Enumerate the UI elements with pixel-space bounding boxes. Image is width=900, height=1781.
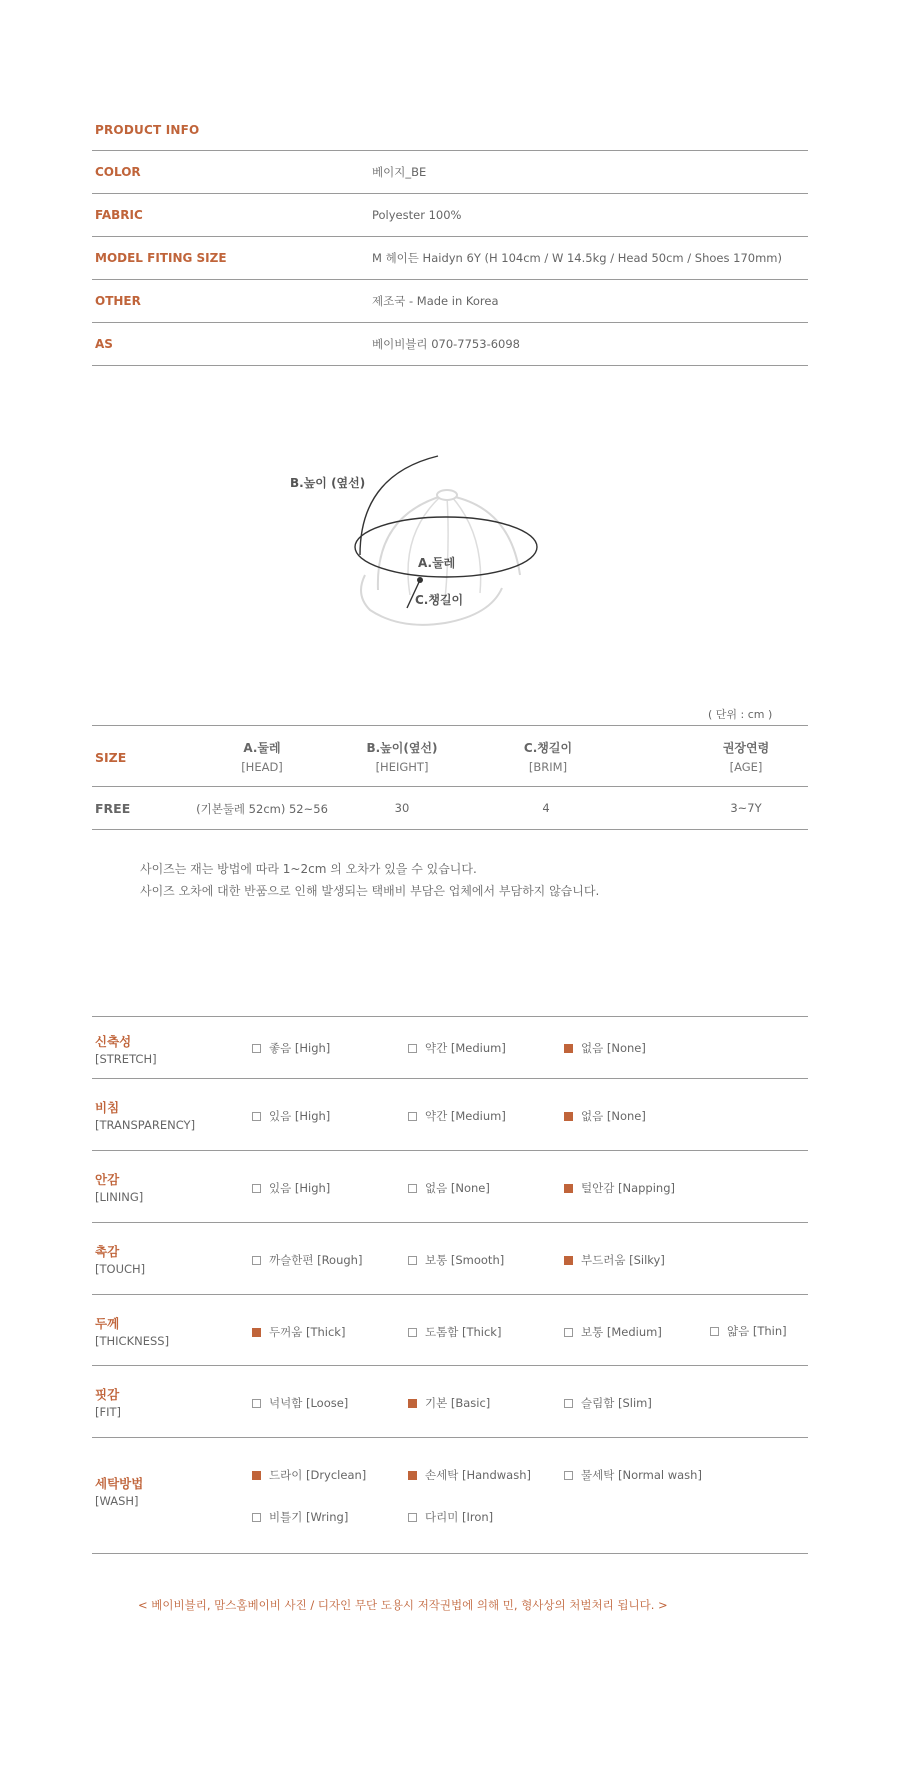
checkbox-icon (252, 1513, 261, 1522)
option-label: 다리미 [Iron] (425, 1510, 494, 1524)
size-row-free (92, 787, 808, 830)
property-label-ko: 안감 (95, 1172, 120, 1187)
property-label-en: [THICKNESS] (95, 1334, 170, 1348)
option-item (252, 1108, 330, 1124)
copyright-notice: < 베이비블리, 맘스홈베이비 사진 / 디자인 무단 도용시 저작권법에 의해 민, 형사상의 처벌처리 됩니다. > (138, 1598, 668, 1612)
checkbox-icon (564, 1471, 573, 1480)
option-label: 약간 [Medium] (425, 1041, 506, 1055)
size-row-name: FREE (95, 801, 131, 816)
option-label: 슬림함 [Slim] (581, 1396, 652, 1410)
option-item (252, 1467, 366, 1483)
checked-box-icon (252, 1328, 261, 1337)
property-row-touch (92, 1223, 808, 1295)
option-item (564, 1252, 665, 1268)
property-label-en: [STRETCH] (95, 1052, 157, 1066)
property-row-wash (92, 1438, 808, 1554)
option-label: 얇음 [Thin] (727, 1324, 787, 1338)
option-item (564, 1040, 646, 1056)
circumference-label: A.둘레 (418, 556, 456, 570)
property-label-ko: 세탁방법 (95, 1476, 144, 1491)
property-label-ko: 핏감 (95, 1387, 120, 1402)
checked-box-icon (564, 1256, 573, 1265)
option-item (564, 1108, 646, 1124)
column-title: 권장연령 (722, 741, 770, 755)
column-title: B.높이(옆선) (366, 741, 438, 755)
property-label (95, 1385, 121, 1419)
option-item (252, 1324, 345, 1340)
info-key: OTHER (95, 294, 141, 308)
option-label: 손세탁 [Handwash] (425, 1468, 531, 1482)
option-item (408, 1040, 506, 1056)
product-info-heading: PRODUCT INFO (95, 123, 200, 137)
option-label: 없음 [None] (581, 1109, 646, 1123)
note-line: 사이즈 오차에 대한 반품으로 인해 발생되는 택배비 부담은 업체에서 부담하지 않습니다. (140, 884, 600, 898)
column-subtitle: [HEIGHT] (375, 760, 429, 774)
checked-box-icon (408, 1471, 417, 1480)
height-label: B.높이 (옆선) (290, 476, 366, 490)
option-label: 두꺼움 [Thick] (269, 1325, 346, 1339)
option-label: 도톰함 [Thick] (425, 1325, 502, 1339)
option-item (408, 1467, 531, 1483)
column-subtitle: [BRIM] (528, 760, 568, 774)
note-line: 사이즈는 재는 방법에 따라 1~2cm 의 오차가 있을 수 있습니다. (140, 862, 477, 876)
info-key: COLOR (95, 165, 141, 179)
checkbox-icon (252, 1184, 261, 1193)
option-item (564, 1467, 702, 1483)
option-item (252, 1180, 330, 1196)
option-label: 없음 [None] (425, 1181, 490, 1195)
checkbox-icon (252, 1256, 261, 1265)
checked-box-icon (252, 1471, 261, 1480)
column-title: A.둘레 (243, 741, 281, 755)
info-row-as (92, 323, 808, 366)
property-label-ko: 신축성 (95, 1034, 132, 1049)
option-item (252, 1395, 348, 1411)
option-label: 있음 [High] (269, 1181, 331, 1195)
fabric-properties-table (92, 1016, 808, 1554)
property-label-en: [WASH] (95, 1494, 139, 1508)
size-notes (140, 858, 599, 902)
option-label: 털안감 [Napping] (581, 1181, 675, 1195)
info-value: 제조국 - Made in Korea (372, 294, 499, 308)
property-label-en: [FIT] (95, 1405, 122, 1419)
option-item (408, 1180, 490, 1196)
option-item (408, 1108, 506, 1124)
checkbox-icon (408, 1328, 417, 1337)
age-value: 3~7Y (730, 801, 762, 815)
property-label-ko: 촉감 (95, 1244, 120, 1259)
info-row-model-size (92, 237, 808, 280)
property-label (95, 1242, 145, 1276)
checkbox-icon (408, 1112, 417, 1121)
property-label (95, 1032, 157, 1066)
option-item (252, 1252, 362, 1268)
option-label: 기본 [Basic] (425, 1396, 491, 1410)
brim-label: C.챙길이 (415, 593, 464, 607)
info-value: 베이지_BE (372, 165, 427, 179)
option-label: 보통 [Smooth] (425, 1253, 505, 1267)
size-header-row (92, 725, 808, 787)
option-item (564, 1395, 652, 1411)
checkbox-icon (252, 1399, 261, 1408)
product-info-table (92, 110, 808, 366)
checkbox-icon (408, 1044, 417, 1053)
hat-measurement-diagram (280, 455, 570, 645)
option-label: 약간 [Medium] (425, 1109, 506, 1123)
property-label-en: [TOUCH] (95, 1262, 146, 1276)
option-label: 까슬한편 [Rough] (269, 1253, 363, 1267)
column-height (342, 739, 462, 774)
size-table (92, 725, 808, 830)
option-label: 좋음 [High] (269, 1041, 331, 1055)
property-row-stretch (92, 1017, 808, 1079)
info-key: AS (95, 337, 113, 351)
option-label: 보통 [Medium] (581, 1325, 662, 1339)
option-label: 부드러움 [Silky] (581, 1253, 665, 1267)
checkbox-icon (408, 1256, 417, 1265)
checked-box-icon (408, 1399, 417, 1408)
height-value: 30 (394, 801, 410, 815)
head-value: (기본둘레 52cm) 52~56 (196, 802, 328, 816)
info-row-fabric (92, 194, 808, 237)
info-row-color (92, 151, 808, 194)
option-item (564, 1324, 662, 1340)
property-label (95, 1474, 143, 1508)
option-item (408, 1395, 490, 1411)
info-row-other (92, 280, 808, 323)
checkbox-icon (408, 1513, 417, 1522)
checkbox-icon (564, 1399, 573, 1408)
size-label: SIZE (95, 750, 127, 765)
option-item (252, 1040, 330, 1056)
info-key: FABRIC (95, 208, 143, 222)
checkbox-icon (710, 1327, 719, 1336)
property-label-ko: 두께 (95, 1316, 120, 1331)
property-label (95, 1098, 195, 1132)
property-label (95, 1314, 169, 1348)
checkbox-icon (408, 1184, 417, 1193)
unit-note: ( 단위 : cm ) (708, 708, 773, 721)
checkbox-icon (252, 1044, 261, 1053)
property-label (95, 1170, 143, 1204)
product-info-heading-row (92, 110, 808, 151)
column-brim (488, 739, 608, 774)
checked-box-icon (564, 1044, 573, 1053)
column-head (202, 739, 322, 774)
option-item (408, 1509, 493, 1525)
checkbox-icon (564, 1328, 573, 1337)
info-value: Polyester 100% (372, 208, 462, 222)
option-item (710, 1323, 787, 1339)
column-title: C.챙길이 (523, 741, 573, 755)
column-subtitle: [HEAD] (241, 760, 283, 774)
option-item (252, 1509, 348, 1525)
info-value: M 헤이든 Haidyn 6Y (H 104cm / W 14.5kg / Head 50cm / Shoes 170mm) (372, 251, 782, 265)
option-item (564, 1180, 675, 1196)
info-value: 베이비블리 070-7753-6098 (372, 337, 520, 351)
option-label: 드라이 [Dryclean] (269, 1468, 367, 1482)
property-row-transparency (92, 1079, 808, 1151)
column-age (686, 739, 806, 774)
option-label: 넉넉함 [Loose] (269, 1396, 349, 1410)
option-label: 있음 [High] (269, 1109, 331, 1123)
info-key: MODEL FITING SIZE (95, 251, 227, 265)
checked-box-icon (564, 1112, 573, 1121)
property-label-en: [TRANSPARENCY] (95, 1118, 196, 1132)
brim-value: 4 (542, 801, 550, 815)
option-item (408, 1324, 501, 1340)
option-label: 없음 [None] (581, 1041, 646, 1055)
option-label: 물세탁 [Normal wash] (581, 1468, 702, 1482)
checkbox-icon (252, 1112, 261, 1121)
option-item (408, 1252, 504, 1268)
column-subtitle: [AGE] (729, 760, 763, 774)
property-row-lining (92, 1151, 808, 1223)
checked-box-icon (564, 1184, 573, 1193)
property-row-thickness (92, 1295, 808, 1366)
property-label-ko: 비침 (95, 1100, 120, 1115)
property-row-fit (92, 1366, 808, 1438)
option-label: 비틀기 [Wring] (269, 1510, 349, 1524)
property-label-en: [LINING] (95, 1190, 144, 1204)
